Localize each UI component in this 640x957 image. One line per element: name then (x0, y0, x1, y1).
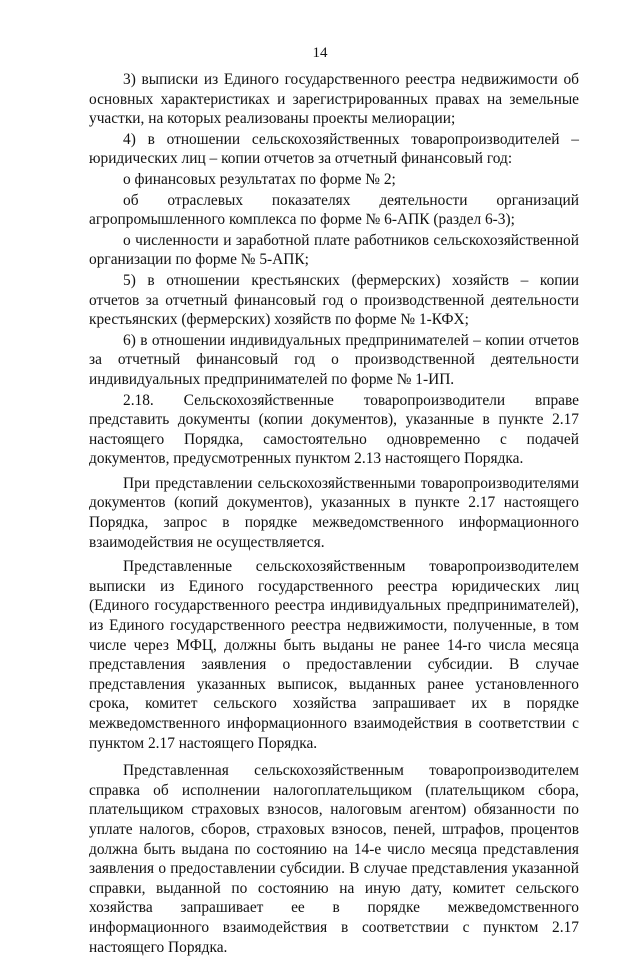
paragraph-financial-results: о финансовых результатах по форме № 2; (123, 170, 396, 188)
page-number: 14 (312, 45, 328, 61)
paragraph-item-4: 4) в отношении сельскохозяйственных товаропроизводителей – юридических лиц – копии отчетов за отчетный финансовый год: (89, 130, 579, 168)
paragraph-staff-salary: о численности и заработной плате работников сельскохозяйственной организации по форме № 5-АПК; (89, 231, 579, 269)
document-body (89, 69, 579, 957)
paragraph-industry-indicators: об отраслевых показателях деятельности организаций агропромышленного комплекса по форме № 6-АПК (раздел 6-3); (89, 191, 579, 229)
paragraph-clause-2-18: 2.18. Сельскохозяйственные товаропроизводители вправе представить документы (копии документов), указанные в пункте 2.17 настоящего Порядка, самостоятельно одновременно с подачей документов, предусмотренных пунктом 2.13 настоящего Порядка. (89, 391, 579, 468)
paragraph-no-interagency-request: При представлении сельскохозяйственными товаропроизводителями документов (копий документов), указанных в пункте 2.17 настоящего Порядка, запрос в порядке межведомственного информационного взаимодействия не осуществляется. (89, 474, 579, 551)
paragraph-item-3: 3) выписки из Единого государственного реестра недвижимости об основных характеристиках и зарегистрированных правах на земельные участки, на которых реализованы проекты мелиорации; (89, 71, 579, 128)
paragraph-item-6: 6) в отношении индивидуальных предпринимателей – копии отчетов за отчетный финансовый год о производственной деятельности индивидуальных предпринимателей по форме № 1-ИП. (89, 331, 579, 388)
paragraph-tax-certificate: Представленная сельскохозяйственным товаропроизводителем справка об исполнении налогоплательщиком (плательщиком сбора, плательщиком страховых взносов, налоговым агентом) обязанности по уплате налогов, сборов, страховых взносов, пеней, штрафов, процентов должна быть выдана по состоянию на 14-е число месяца представления заявления о предоставлении субсидии. В случае представления указанной справки, выданной по состоянию на иную дату, комитет сельского хозяйства запрашивает ее в порядке межведомственного информационного взаимодействия в соответствии с пунктом 2.17 настоящего Порядка. (89, 762, 579, 956)
paragraph-registry-extracts: Представленные сельскохозяйственным товаропроизводителем выписки из Единого государственного реестра юридических лиц (Единого государственного реестра индивидуальных предпринимателей), из Единого государственного реестра недвижимости, полученные, в том числе через МФЦ, должны быть выданы не ранее 14-го числа месяца представления заявления о предоставлении субсидии. В случае представления указанных выписок, выданных ранее установленного срока, комитет сельского хозяйства запрашивает их в порядке межведомственного информационного взаимодействия в соответствии с пунктом 2.17 настоящего Порядка. (89, 558, 579, 752)
paragraph-item-5: 5) в отношении крестьянских (фермерских) хозяйств – копии отчетов за отчетный финансовый год о производственной деятельности крестьянских (фермерских) хозяйств по форме № 1-КФХ; (89, 271, 579, 329)
